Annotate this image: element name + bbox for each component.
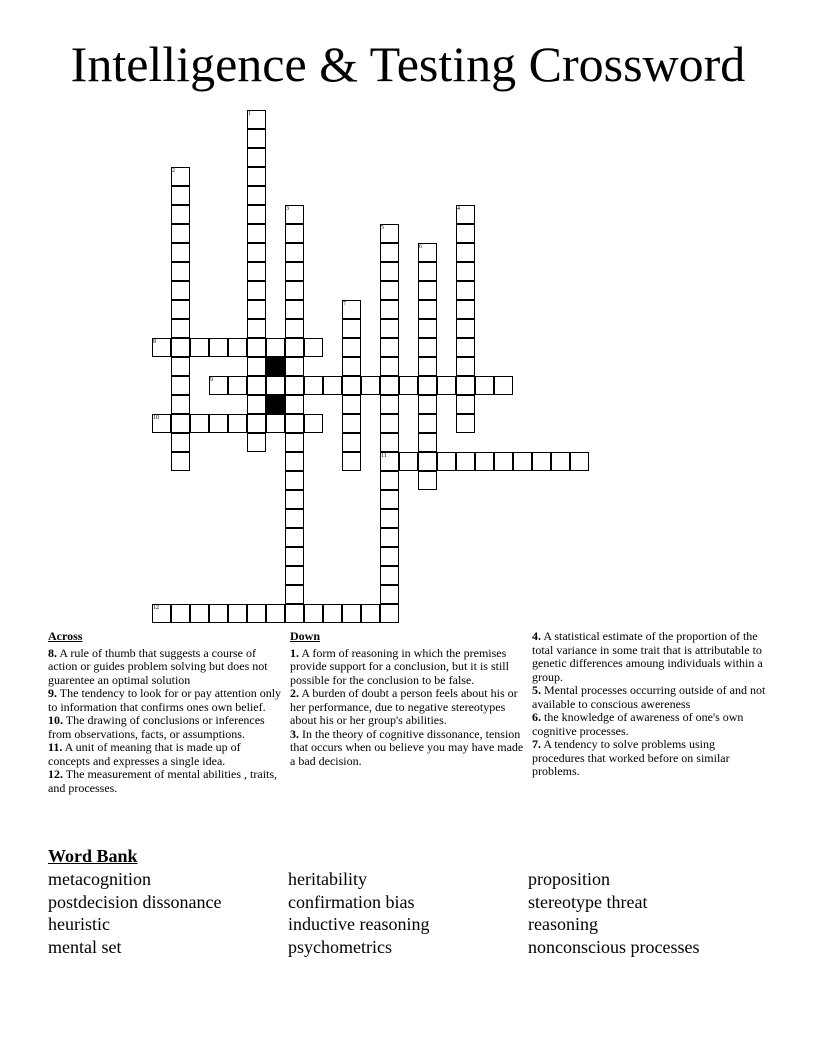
- answer-square[interactable]: [418, 357, 437, 376]
- clue-text: Mental processes occurring outside of and not available to conscious awereness: [532, 683, 766, 711]
- answer-square[interactable]: [266, 376, 285, 395]
- answer-square[interactable]: [171, 604, 190, 623]
- answer-square[interactable]: [418, 452, 437, 471]
- down-clues-column-continued: [532, 630, 768, 779]
- answer-square[interactable]: [209, 338, 228, 357]
- clue-number: 8: [153, 339, 156, 345]
- answer-square[interactable]: [285, 528, 304, 547]
- answer-square[interactable]: [247, 604, 266, 623]
- answer-square[interactable]: [532, 452, 551, 471]
- word-bank-entry: confirmation bias: [288, 891, 415, 912]
- clue-text: A form of reasoning in which the premises provide support for a conclusion, but it is still possible for the conclusion to be false.: [290, 645, 509, 687]
- answer-square[interactable]: [266, 338, 285, 357]
- answer-square[interactable]: [380, 395, 399, 414]
- answer-square[interactable]: [380, 414, 399, 433]
- clue-text: The tendency to look for or pay attention only to information that confirms ones own belief.: [48, 686, 282, 714]
- answer-square[interactable]: [342, 338, 361, 357]
- answer-square[interactable]: [171, 224, 190, 243]
- answer-square[interactable]: [285, 509, 304, 528]
- answer-square[interactable]: [437, 452, 456, 471]
- answer-square[interactable]: [418, 471, 437, 490]
- answer-square[interactable]: [171, 205, 190, 224]
- clue-number: 12: [153, 605, 159, 611]
- answer-square[interactable]: [247, 186, 266, 205]
- word-bank-entry: nonconscious processes: [528, 937, 700, 958]
- answer-square[interactable]: [342, 452, 361, 471]
- answer-square[interactable]: [456, 281, 475, 300]
- answer-square[interactable]: [247, 281, 266, 300]
- answer-square[interactable]: [247, 433, 266, 452]
- answer-square[interactable]: [342, 376, 361, 395]
- answer-square[interactable]: [456, 452, 475, 471]
- word-bank-entry: reasoning: [528, 914, 598, 935]
- answer-square[interactable]: [456, 357, 475, 376]
- word-bank-entry: heritability: [288, 869, 367, 889]
- clue-number: 1: [248, 111, 251, 117]
- answer-square[interactable]: [285, 414, 304, 433]
- answer-square[interactable]: [304, 414, 323, 433]
- answer-square[interactable]: [456, 319, 475, 338]
- answer-square[interactable]: [171, 300, 190, 319]
- word-bank-entry: inductive reasoning: [288, 914, 430, 935]
- answer-square[interactable]: [380, 566, 399, 585]
- answer-square[interactable]: [323, 376, 342, 395]
- answer-square[interactable]: [171, 281, 190, 300]
- answer-square[interactable]: [247, 167, 266, 186]
- answer-square[interactable]: [342, 319, 361, 338]
- clue-text: The drawing of conclusions or inferences from observations, facts, or assumptions.: [48, 713, 265, 741]
- down-clues-column: [290, 630, 526, 768]
- clue-item: [48, 687, 284, 714]
- answer-square[interactable]: [171, 262, 190, 281]
- clue-number-label: 9.: [48, 686, 57, 700]
- answer-square[interactable]: [285, 262, 304, 281]
- answer-square[interactable]: [171, 243, 190, 262]
- black-square: [266, 357, 285, 376]
- answer-square[interactable]: [342, 357, 361, 376]
- answer-square[interactable]: [190, 414, 209, 433]
- answer-square[interactable]: [380, 509, 399, 528]
- answer-square[interactable]: [456, 338, 475, 357]
- answer-square[interactable]: [380, 281, 399, 300]
- answer-square[interactable]: [228, 414, 247, 433]
- answer-square[interactable]: [418, 319, 437, 338]
- clue-item: [532, 711, 768, 738]
- answer-square[interactable]: [228, 338, 247, 357]
- answer-square[interactable]: [380, 357, 399, 376]
- answer-square[interactable]: [171, 338, 190, 357]
- answer-square[interactable]: [285, 338, 304, 357]
- clue-text: A statistical estimate of the proportion of the total variance in some trait that is attributable to genetic differences amoung individuals within a group.: [532, 629, 763, 684]
- clue-number-label: 7.: [532, 737, 541, 751]
- answer-square[interactable]: [171, 414, 190, 433]
- answer-square[interactable]: [494, 376, 513, 395]
- answer-square[interactable]: [418, 281, 437, 300]
- answer-square[interactable]: [285, 604, 304, 623]
- word-bank-entry: metacognition: [48, 869, 151, 889]
- answer-square[interactable]: [342, 433, 361, 452]
- clue-text: the knowledge of awareness of one's own cognitive processes.: [532, 710, 744, 738]
- clue-number-label: 6.: [532, 710, 541, 724]
- clue-item: [290, 728, 526, 769]
- down-heading: Down: [290, 629, 321, 643]
- word-bank-heading: Word Bank: [48, 846, 138, 866]
- clue-number: 7: [343, 301, 346, 307]
- clue-item: [532, 738, 768, 779]
- answer-square[interactable]: [304, 376, 323, 395]
- answer-square[interactable]: [247, 414, 266, 433]
- answer-square[interactable]: [342, 414, 361, 433]
- answer-square[interactable]: [380, 338, 399, 357]
- answer-square[interactable]: [418, 300, 437, 319]
- clue-item: [48, 741, 284, 768]
- page-title: Intelligence & Testing Crossword: [70, 36, 746, 92]
- answer-square[interactable]: [171, 452, 190, 471]
- answer-square[interactable]: [171, 395, 190, 414]
- answer-square[interactable]: [247, 224, 266, 243]
- clue-number-label: 8.: [48, 645, 57, 660]
- clue-number-label: 1.: [290, 645, 299, 660]
- answer-square[interactable]: [228, 604, 247, 623]
- answer-square[interactable]: [456, 262, 475, 281]
- answer-square[interactable]: [361, 376, 380, 395]
- answer-square[interactable]: [399, 452, 418, 471]
- word-bank-entry: proposition: [528, 869, 611, 889]
- clue-number-label: 12.: [48, 767, 63, 781]
- clue-text: The measurement of mental abilities , traits, and processes.: [48, 767, 278, 795]
- answer-square[interactable]: [247, 395, 266, 414]
- answer-square[interactable]: [380, 243, 399, 262]
- answer-square[interactable]: [456, 300, 475, 319]
- black-square: [266, 395, 285, 414]
- answer-square[interactable]: [285, 300, 304, 319]
- answer-square[interactable]: [285, 452, 304, 471]
- across-clues-column: [48, 630, 284, 795]
- answer-square[interactable]: [418, 376, 437, 395]
- word-bank-entry: mental set: [48, 937, 122, 958]
- word-bank-entry: stereotype threat: [528, 891, 648, 912]
- clue-number: 4: [457, 206, 460, 212]
- answer-square[interactable]: [342, 395, 361, 414]
- answer-square[interactable]: [380, 585, 399, 604]
- clue-number-label: 11.: [48, 740, 63, 754]
- answer-square[interactable]: [285, 490, 304, 509]
- clue-item: [48, 647, 284, 688]
- word-bank-entry: heuristic: [48, 914, 110, 935]
- answer-square[interactable]: [456, 376, 475, 395]
- answer-square[interactable]: [247, 262, 266, 281]
- answer-square[interactable]: [285, 585, 304, 604]
- answer-square[interactable]: [380, 471, 399, 490]
- answer-square[interactable]: [247, 319, 266, 338]
- answer-square[interactable]: [266, 414, 285, 433]
- clue-text: A unit of meaning that is made up of concepts and expresses a single idea.: [48, 740, 241, 768]
- answer-square[interactable]: [304, 604, 323, 623]
- answer-square[interactable]: [247, 243, 266, 262]
- answer-square[interactable]: [285, 281, 304, 300]
- answer-square[interactable]: [247, 357, 266, 376]
- answer-square[interactable]: [418, 395, 437, 414]
- clue-item: [48, 714, 284, 741]
- clue-number-label: 2.: [290, 686, 299, 700]
- answer-square[interactable]: [380, 490, 399, 509]
- clue-item: [532, 684, 768, 711]
- answer-square[interactable]: [380, 376, 399, 395]
- answer-square[interactable]: [418, 433, 437, 452]
- answer-square[interactable]: [513, 452, 532, 471]
- answer-square[interactable]: [475, 452, 494, 471]
- answer-square[interactable]: [285, 395, 304, 414]
- answer-square[interactable]: [266, 604, 285, 623]
- answer-square[interactable]: [380, 528, 399, 547]
- clue-number-label: 4.: [532, 629, 541, 643]
- answer-square[interactable]: [171, 433, 190, 452]
- answer-square[interactable]: [399, 376, 418, 395]
- clue-text: A rule of thumb that suggests a course of action or guides problem solving but does not guarentee an optimal solution: [48, 645, 268, 687]
- answer-square[interactable]: [247, 129, 266, 148]
- answer-square[interactable]: [209, 414, 228, 433]
- clue-text: In the theory of cognitive dissonance, tension that occurs when ou believe you may have made a bad decision.: [290, 726, 524, 768]
- answer-square[interactable]: [437, 376, 456, 395]
- clue-item: [290, 687, 526, 728]
- answer-square[interactable]: [418, 338, 437, 357]
- answer-square[interactable]: [171, 376, 190, 395]
- answer-square[interactable]: [380, 319, 399, 338]
- answer-square[interactable]: [475, 376, 494, 395]
- answer-square[interactable]: [551, 452, 570, 471]
- answer-square[interactable]: [247, 300, 266, 319]
- clue-number: 2: [172, 168, 175, 174]
- answer-square[interactable]: [323, 604, 342, 623]
- clue-item: [290, 647, 526, 688]
- answer-square[interactable]: [285, 357, 304, 376]
- answer-square[interactable]: [380, 547, 399, 566]
- answer-square[interactable]: [361, 604, 380, 623]
- answer-square[interactable]: [247, 205, 266, 224]
- answer-square[interactable]: [171, 357, 190, 376]
- clue-number-label: 5.: [532, 683, 541, 697]
- answer-square[interactable]: [418, 262, 437, 281]
- answer-square[interactable]: [228, 376, 247, 395]
- answer-square[interactable]: [456, 224, 475, 243]
- answer-square[interactable]: [247, 376, 266, 395]
- answer-square[interactable]: [304, 338, 323, 357]
- clue-number: 5: [381, 225, 384, 231]
- clue-number: 9: [210, 377, 213, 383]
- answer-square[interactable]: [247, 148, 266, 167]
- answer-square[interactable]: [285, 566, 304, 585]
- answer-square[interactable]: [190, 604, 209, 623]
- answer-square[interactable]: [380, 604, 399, 623]
- clue-text: A tendency to solve problems using procedures that worked before on similar problems.: [532, 737, 730, 778]
- answer-square[interactable]: [285, 243, 304, 262]
- answer-square[interactable]: [380, 262, 399, 281]
- answer-square[interactable]: [456, 395, 475, 414]
- answer-square[interactable]: [285, 547, 304, 566]
- answer-square[interactable]: [285, 376, 304, 395]
- answer-square[interactable]: [380, 300, 399, 319]
- clue-number: 3: [286, 206, 289, 212]
- across-heading: Across: [48, 629, 83, 643]
- answer-square[interactable]: [380, 433, 399, 452]
- answer-square[interactable]: [570, 452, 589, 471]
- answer-square[interactable]: [494, 452, 513, 471]
- answer-square[interactable]: [418, 414, 437, 433]
- answer-square[interactable]: [285, 319, 304, 338]
- answer-square[interactable]: [285, 471, 304, 490]
- clue-number: 11: [381, 453, 387, 459]
- answer-square[interactable]: [285, 433, 304, 452]
- clue-number: 6: [419, 244, 422, 250]
- clue-number: 10: [153, 415, 159, 421]
- clue-text: A burden of doubt a person feels about his or her performance, due to negative stereotypes about his or her group's abilities.: [290, 686, 518, 727]
- answer-square[interactable]: [342, 604, 361, 623]
- answer-square[interactable]: [456, 414, 475, 433]
- clue-item: [532, 630, 768, 684]
- clue-number-label: 3.: [290, 726, 299, 741]
- word-bank-entry: postdecision dissonance: [48, 891, 222, 912]
- answer-square[interactable]: [209, 604, 228, 623]
- word-bank-entry: psychometrics: [288, 937, 392, 958]
- answer-square[interactable]: [247, 338, 266, 357]
- answer-square[interactable]: [285, 224, 304, 243]
- answer-square[interactable]: [190, 338, 209, 357]
- answer-square[interactable]: [456, 243, 475, 262]
- clue-item: [48, 768, 284, 795]
- answer-square[interactable]: [171, 186, 190, 205]
- answer-square[interactable]: [171, 319, 190, 338]
- clue-number-label: 10.: [48, 713, 63, 727]
